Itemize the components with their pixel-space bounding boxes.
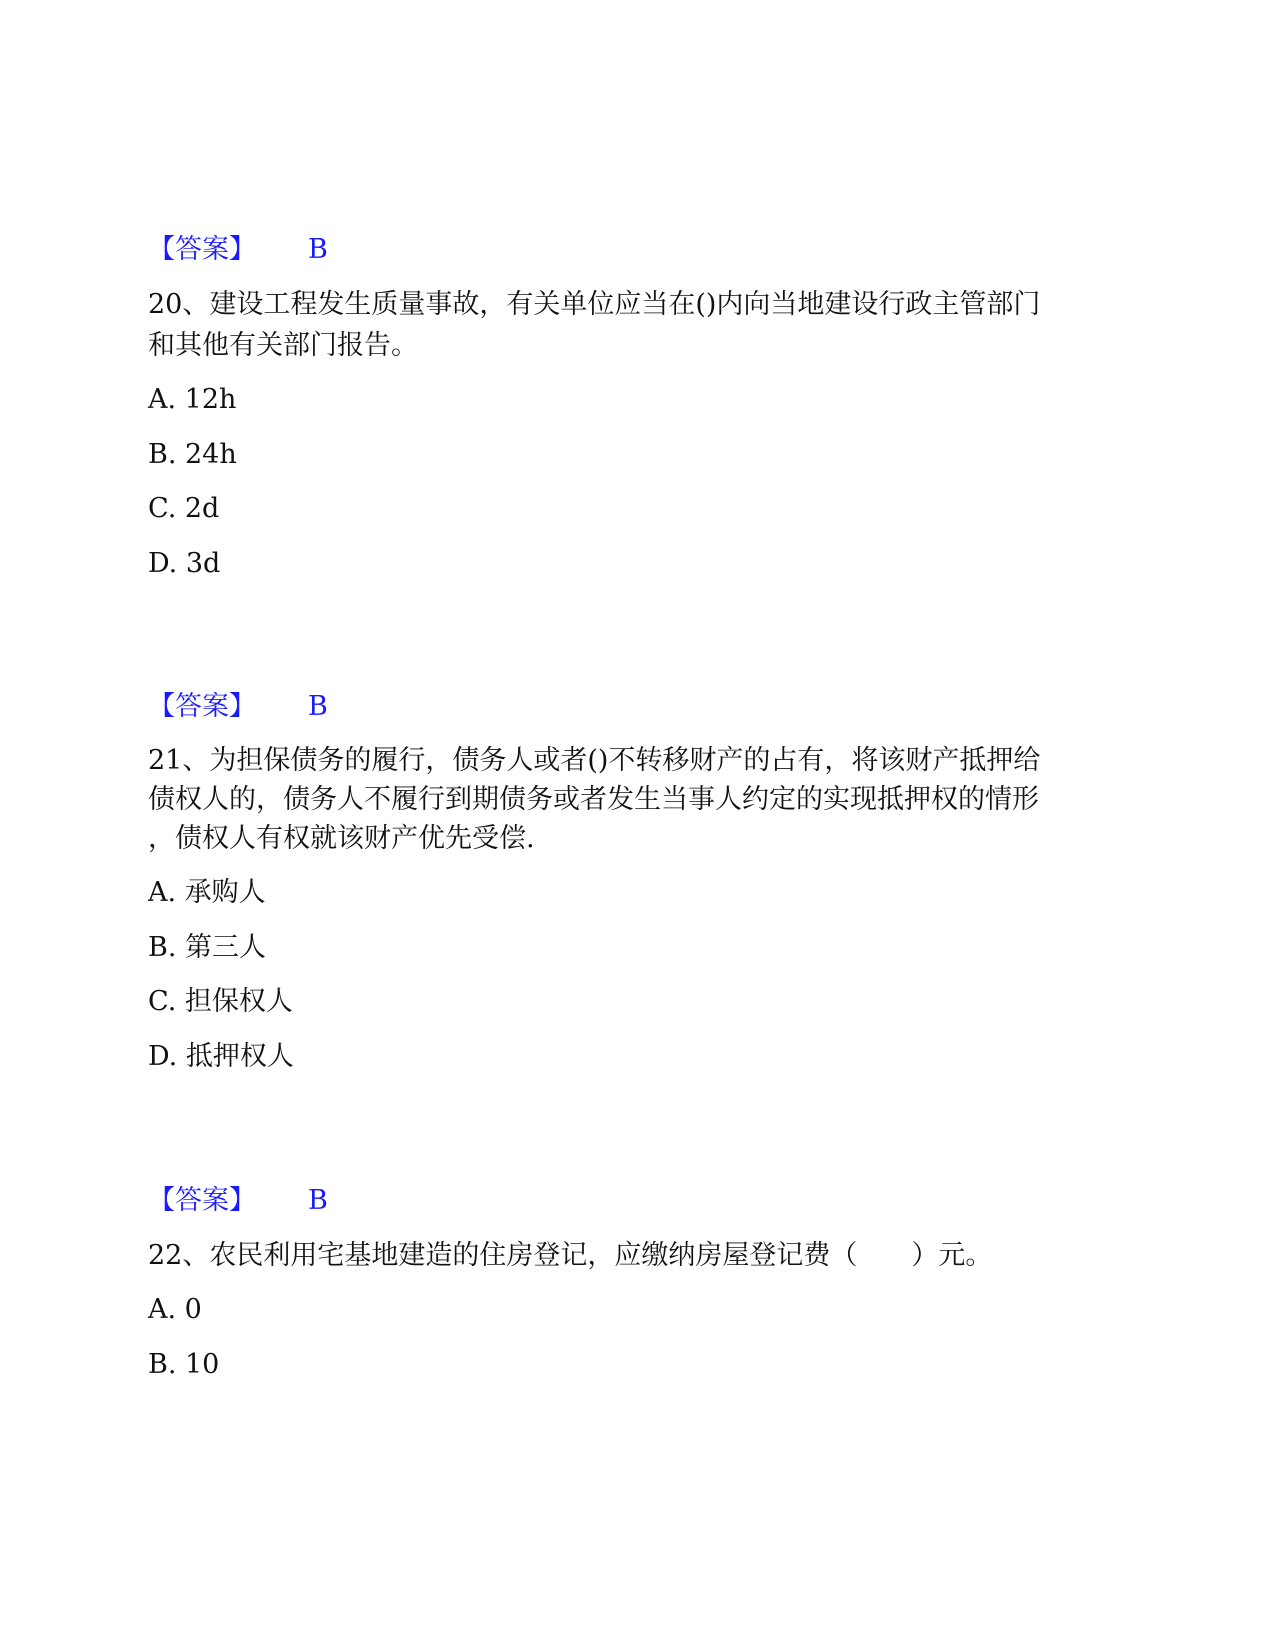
option-d: D. 抵押权人 [148,1041,294,1072]
answer-value: B [308,1185,328,1216]
answer-value: B [308,691,328,722]
question-20-line-1: 20、建设工程发生质量事故，有关单位应当在()内向当地建设行政主管部门 [148,289,1041,320]
option-c: C. 2d [148,493,220,524]
option-a: A. 0 [148,1294,202,1325]
option-b: B. 第三人 [148,932,267,963]
option-d: D. 3d [148,548,221,579]
question-20-line-2: 和其他有关部门报告。 [148,330,418,361]
option-a: A. 承购人 [148,877,266,908]
answer-label: 【答案】 [148,234,256,265]
answer-line [148,234,328,265]
answer-label: 【答案】 [148,691,256,722]
option-c: C. 担保权人 [148,986,293,1017]
option-b: B. 24h [148,439,237,470]
answer-line [148,691,328,722]
question-22-line-1: 22、农民利用宅基地建造的住房登记，应缴纳房屋登记费（ ）元。 [148,1240,993,1271]
question-21-line-2: 债权人的，债务人不履行到期债务或者发生当事人约定的实现抵押权的情形 [148,784,1039,815]
answer-value: B [308,234,328,265]
question-21-line-1: 21、为担保债务的履行，债务人或者()不转移财产的占有，将该财产抵押给 [148,745,1041,776]
answer-line [148,1185,328,1216]
option-a: A. 12h [148,384,237,415]
answer-label: 【答案】 [148,1185,256,1216]
question-21-line-3: ，债权人有权就该财产优先受偿. [148,823,535,854]
option-b: B. 10 [148,1349,220,1380]
